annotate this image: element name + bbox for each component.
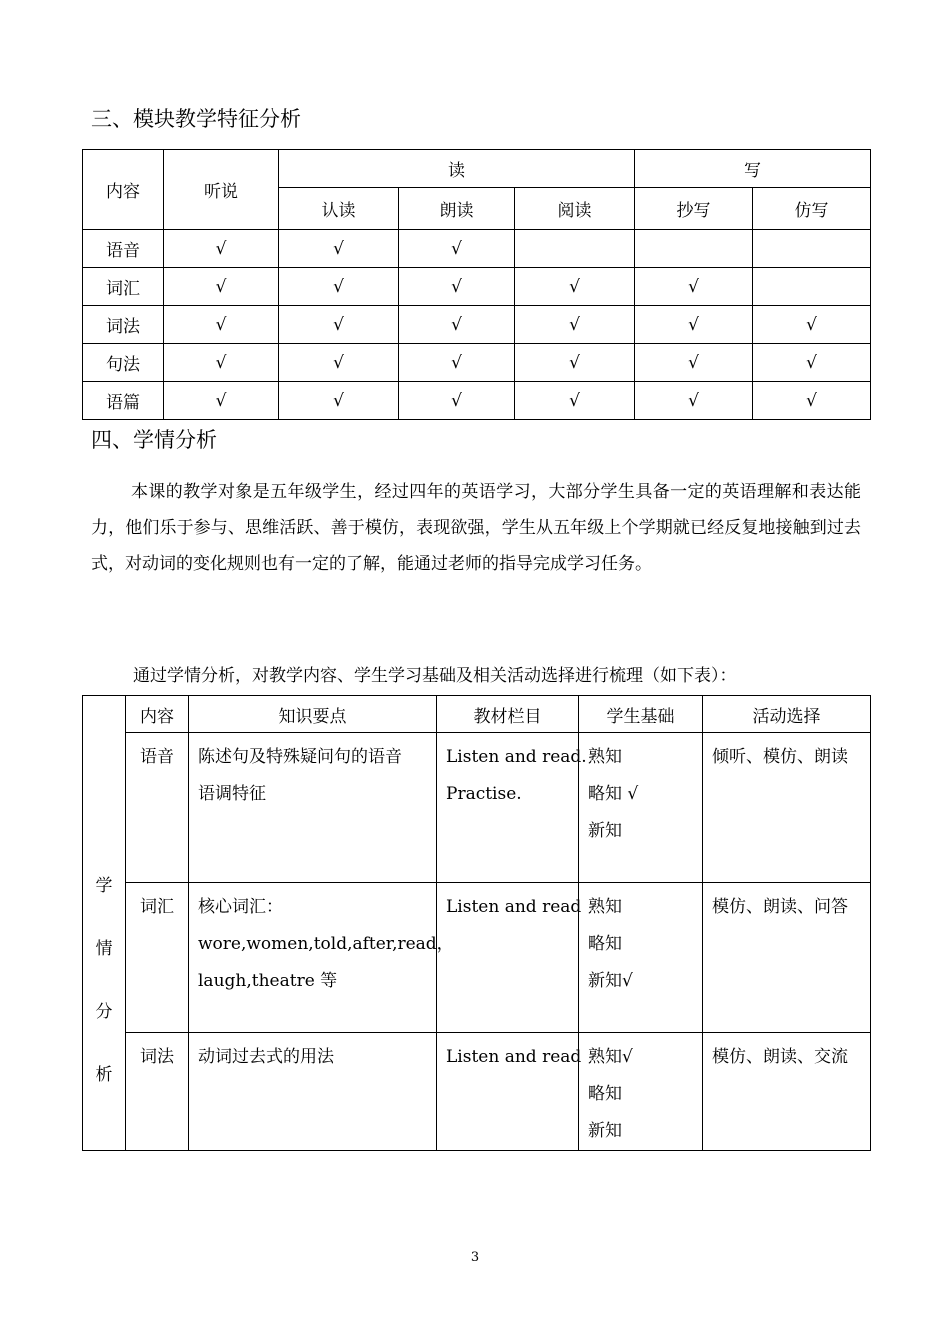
table1-row <box>83 382 871 420</box>
table2-side-label <box>83 696 126 1151</box>
check-cell: √ <box>399 344 515 382</box>
table2-textbook-cell: Listen and read. Practise. <box>437 733 579 883</box>
table2-textbook-cell: Listen and read <box>437 1033 579 1151</box>
table1-sub-header: 抄写 <box>635 188 753 230</box>
check-cell: √ <box>515 306 635 344</box>
check-cell: √ <box>399 306 515 344</box>
table2-activity-cell: 模仿、朗读、问答 <box>703 883 871 1033</box>
check-cell: √ <box>515 382 635 420</box>
table1-row <box>83 268 871 306</box>
check-cell: √ <box>515 268 635 306</box>
table2-activity-cell: 模仿、朗读、交流 <box>703 1033 871 1151</box>
check-cell: √ <box>635 344 753 382</box>
check-cell: √ <box>279 344 399 382</box>
check-cell: √ <box>635 306 753 344</box>
check-cell: √ <box>164 382 279 420</box>
check-cell: √ <box>164 344 279 382</box>
table2-header-cell: 知识要点 <box>189 696 437 733</box>
table1-sub-header: 认读 <box>279 188 399 230</box>
table2-header-cell: 内容 <box>126 696 189 733</box>
table2-activity-cell: 倾听、模仿、朗读 <box>703 733 871 883</box>
check-cell: √ <box>753 344 871 382</box>
check-cell: √ <box>635 268 753 306</box>
teaching-features-table <box>82 149 871 420</box>
table2-header-cell: 活动选择 <box>703 696 871 733</box>
table2-basis-cell: 熟知√ 略知 新知 <box>579 1033 703 1151</box>
table1-sub-header: 阅读 <box>515 188 635 230</box>
table2-row <box>83 733 871 883</box>
table2-knowledge-cell: 陈述句及特殊疑问句的语音 语调特征 <box>189 733 437 883</box>
table2-basis-cell: 熟知 略知 新知√ <box>579 883 703 1033</box>
table1-row <box>83 230 871 268</box>
table2-basis-cell: 熟知 略知 √ 新知 <box>579 733 703 883</box>
section-4-title: 四、学情分析 <box>91 428 217 452</box>
table1-row <box>83 306 871 344</box>
table1-row-label: 词法 <box>83 306 164 344</box>
side-char: 分 <box>95 1002 113 1022</box>
table1-header-read: 读 <box>279 150 635 188</box>
table2-knowledge-cell: 核心词汇： wore,women,told,after,read， laugh,theatre 等 <box>189 883 437 1033</box>
table1-header-content: 内容 <box>83 150 164 230</box>
check-cell: √ <box>164 268 279 306</box>
table2-header-cell: 学生基础 <box>579 696 703 733</box>
table2-textbook-cell: Listen and read <box>437 883 579 1033</box>
learner-analysis-paragraph: 本课的教学对象是五年级学生，经过四年的英语学习，大部分学生具备一定的英语理解和表达能力，他们乐于参与、思维活跃、善于模仿，表现欲强，学生从五年级上个学期就已经反复地接触到过去式，对动词的变化规则也有一定的了解，能通过老师的指导完成学习任务。 <box>91 482 861 574</box>
check-cell <box>753 230 871 268</box>
check-cell: √ <box>279 306 399 344</box>
learner-analysis-table <box>82 695 871 1151</box>
table2-knowledge-cell: 动词过去式的用法 <box>189 1033 437 1151</box>
table1-sub-header: 朗读 <box>399 188 515 230</box>
check-cell <box>753 268 871 306</box>
check-cell: √ <box>399 382 515 420</box>
table1-row <box>83 344 871 382</box>
check-cell: √ <box>399 268 515 306</box>
table1-header-write: 写 <box>635 150 871 188</box>
table2-row <box>83 883 871 1033</box>
table2-header-row <box>83 696 871 733</box>
check-cell: √ <box>164 306 279 344</box>
table2-content-cell: 语音 <box>126 733 189 883</box>
check-cell: √ <box>515 344 635 382</box>
table2-caption: 通过学情分析，对教学内容、学生学习基础及相关活动选择进行梳理（如下表）： <box>133 666 737 686</box>
table1-header-row-1 <box>83 150 871 188</box>
table1-row-label: 词汇 <box>83 268 164 306</box>
check-cell: √ <box>635 382 753 420</box>
table2-header-cell: 教材栏目 <box>437 696 579 733</box>
check-cell <box>635 230 753 268</box>
check-cell: √ <box>399 230 515 268</box>
table2-row <box>83 1033 871 1151</box>
check-cell <box>515 230 635 268</box>
check-cell: √ <box>753 382 871 420</box>
table1-row-label: 语音 <box>83 230 164 268</box>
page-number: 3 <box>470 1250 480 1265</box>
check-cell: √ <box>279 382 399 420</box>
side-char: 学 <box>95 876 113 896</box>
table1-row-label: 句法 <box>83 344 164 382</box>
table2-content-cell: 词法 <box>126 1033 189 1151</box>
table1-header-listen: 听说 <box>164 150 279 230</box>
side-char: 情 <box>95 939 113 959</box>
table1-row-label: 语篇 <box>83 382 164 420</box>
table1-sub-header: 仿写 <box>753 188 871 230</box>
check-cell: √ <box>279 230 399 268</box>
check-cell: √ <box>279 268 399 306</box>
check-cell: √ <box>164 230 279 268</box>
section-3-title: 三、模块教学特征分析 <box>91 107 301 131</box>
check-cell: √ <box>753 306 871 344</box>
table2-content-cell: 词汇 <box>126 883 189 1033</box>
side-char: 析 <box>95 1065 113 1085</box>
